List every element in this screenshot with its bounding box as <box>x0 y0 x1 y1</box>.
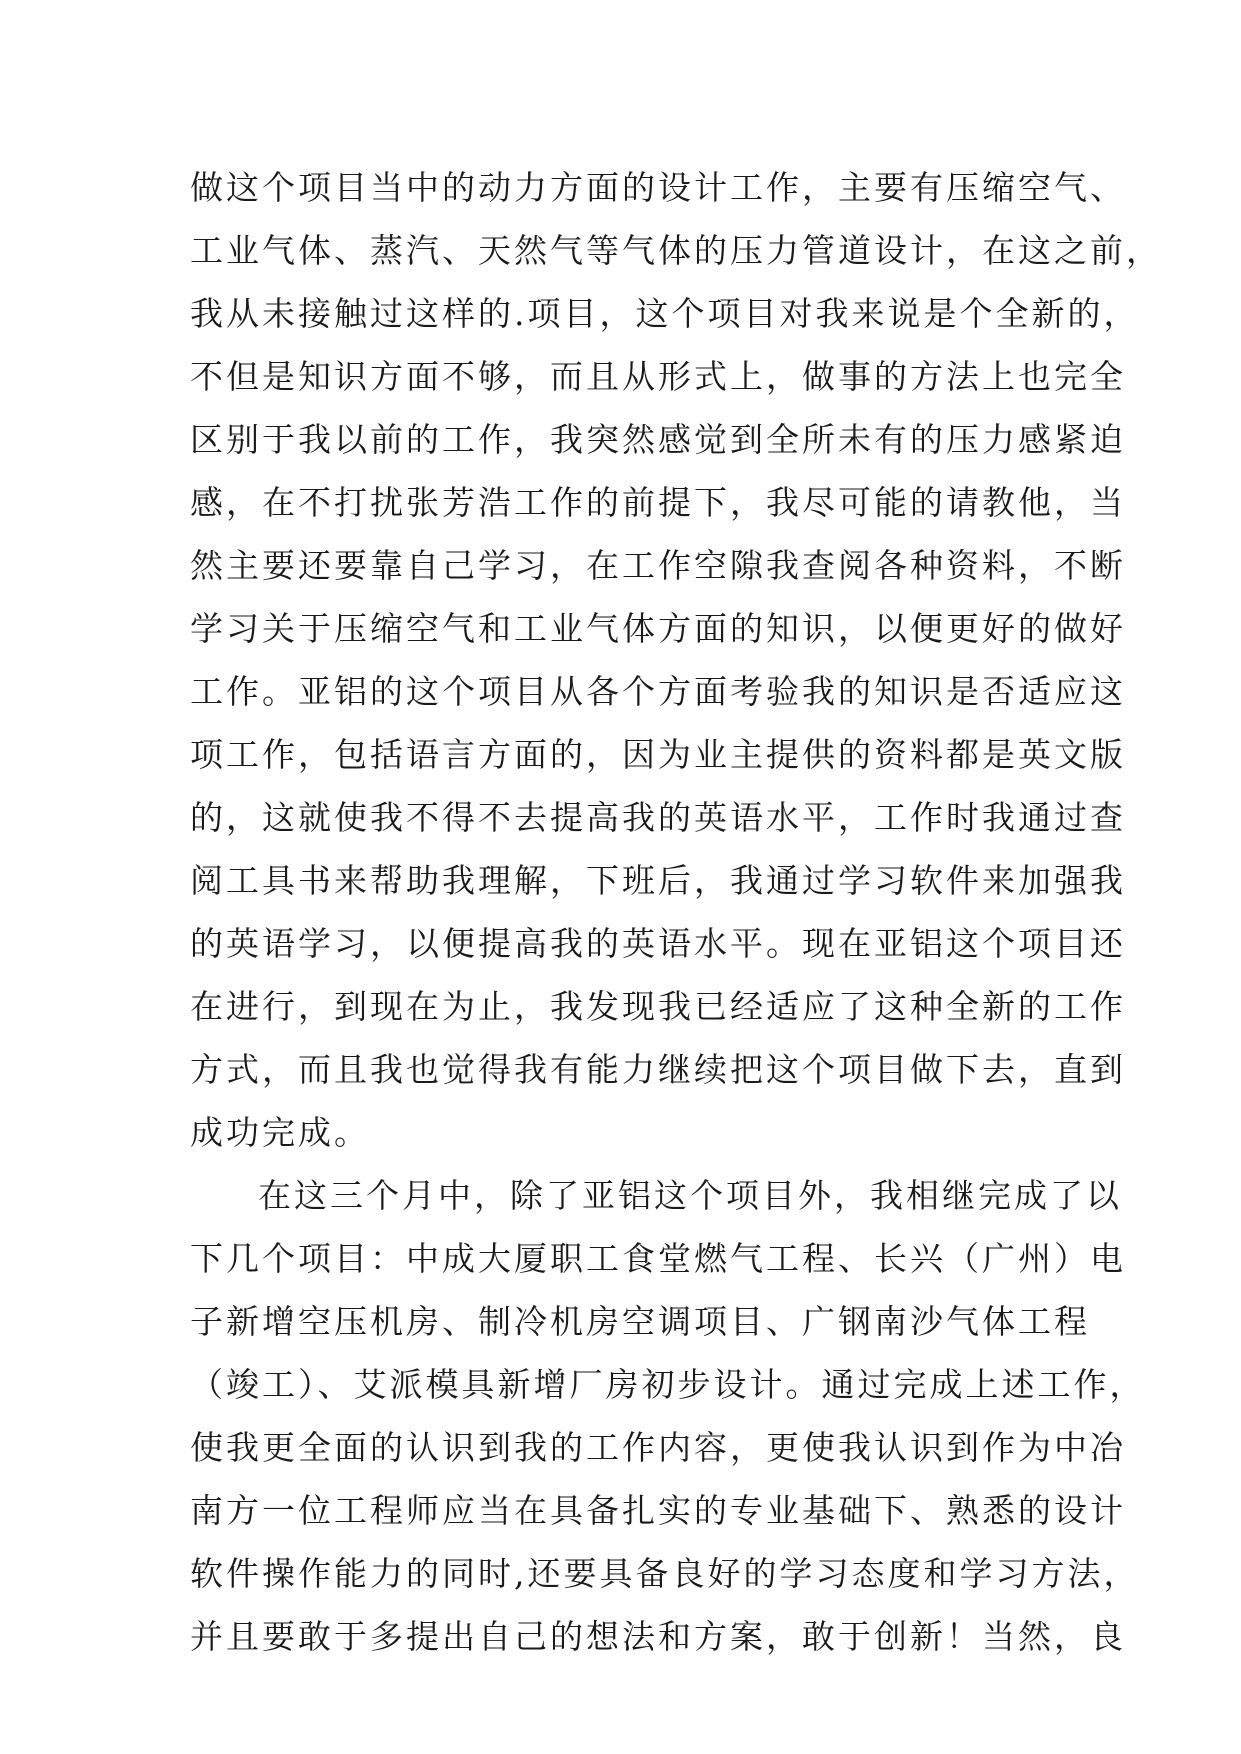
text-line: 学习关于压缩空气和工业气体方面的知识，以便更好的做好 <box>190 609 1126 648</box>
text-line: 使我更全面的认识到我的工作内容，更使我认识到作为中冶 <box>190 1428 1126 1467</box>
text-line: 我从未接触过这样的.项目，这个项目对我来说是个全新的， <box>190 294 1140 333</box>
text-line: 项工作，包括语言方面的，因为业主提供的资料都是英文版 <box>190 735 1126 774</box>
text-line: 的，这就使我不得不去提高我的英语水平，工作时我通过查 <box>190 798 1126 837</box>
text-line: 不但是知识方面不够，而且从形式上，做事的方法上也完全 <box>190 357 1126 396</box>
text-line: 的英语学习，以便提高我的英语水平。现在亚铝这个项目还 <box>190 924 1126 963</box>
text-line: （竣工）、艾派模具新增厂房初步设计。通过完成上述工作， <box>190 1365 1146 1404</box>
text-line: 下几个项目：中成大厦职工食堂燃气工程、长兴（广州）电 <box>190 1239 1126 1278</box>
text-line: 在这三个月中，除了亚铝这个项目外，我相继完成了以 <box>258 1176 1122 1215</box>
text-line: 软件操作能力的同时,还要具备良好的学习态度和学习方法， <box>190 1554 1140 1593</box>
text-line: 南方一位工程师应当在具备扎实的专业基础下、熟悉的设计 <box>190 1491 1126 1530</box>
body-text <box>190 156 1162 1668</box>
paragraph-1 <box>190 156 1162 1164</box>
text-line: 成功完成。 <box>190 1113 370 1152</box>
text-line: 感，在不打扰张芳浩工作的前提下，我尽可能的请教他，当 <box>190 483 1126 522</box>
text-line: 工作。亚铝的这个项目从各个方面考验我的知识是否适应这 <box>190 672 1126 711</box>
paragraph-2 <box>190 1164 1146 1668</box>
text-line: 方式，而且我也觉得我有能力继续把这个项目做下去，直到 <box>190 1050 1126 1089</box>
text-line: 做这个项目当中的动力方面的设计工作，主要有压缩空气、 <box>190 168 1126 207</box>
text-line: 区别于我以前的工作，我突然感觉到全所未有的压力感紧迫 <box>190 420 1126 459</box>
text-line: 然主要还要靠自己学习，在工作空隙我查阅各种资料，不断 <box>190 546 1126 585</box>
text-line: 子新增空压机房、制冷机房空调项目、广钢南沙气体工程 <box>190 1302 1090 1341</box>
text-line: 阅工具书来帮助我理解，下班后，我通过学习软件来加强我 <box>190 861 1126 900</box>
text-line: 并且要敢于多提出自己的想法和方案，敢于创新！当然，良 <box>190 1617 1126 1656</box>
text-line: 工业气体、蒸汽、天然气等气体的压力管道设计，在这之前， <box>190 231 1162 270</box>
text-line: 在进行，到现在为止，我发现我已经适应了这种全新的工作 <box>190 987 1126 1026</box>
